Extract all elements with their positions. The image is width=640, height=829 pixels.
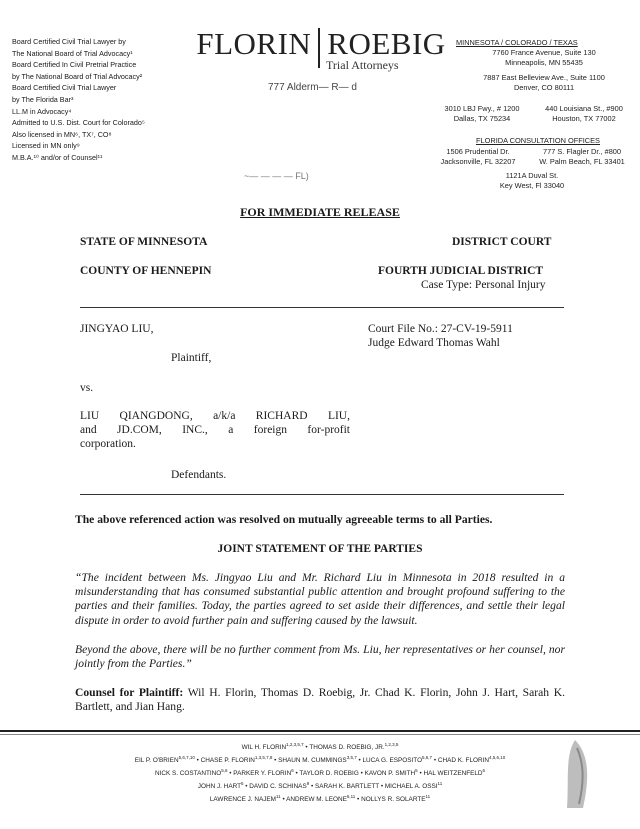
firm-subtitle: Trial Attorneys <box>326 58 399 72</box>
attorney-footnote: 1,3,5,7,8 <box>254 755 273 760</box>
separator-bullet: • <box>432 757 438 765</box>
credential-line: Licensed in MN only⁹ <box>12 141 80 151</box>
separator-bullet: • <box>358 770 365 778</box>
attorney-footnote: 9 <box>306 781 310 786</box>
attorney-name: CHASE P. FLORIN <box>200 757 255 765</box>
credential-line: Board Certified In Civil Pretrial Practice <box>12 60 137 70</box>
office-key-west <box>472 171 592 191</box>
plaintiff-label: Plaintiff, <box>171 352 212 364</box>
attorney-footnote: 11 <box>425 794 431 799</box>
attorney-name: SARAH K. BARTLETT <box>315 783 380 791</box>
separator-bullet: • <box>417 770 424 778</box>
attorney-name: PARKER Y. FLORIN <box>233 770 292 778</box>
attorney-name: ANDREW M. LEONE <box>286 796 347 804</box>
attorney-footnote: 6 <box>482 768 486 773</box>
separator-bullet: • <box>379 783 385 791</box>
credentials-list <box>12 36 197 164</box>
separator-bullet: • <box>355 796 362 804</box>
attorney-footnote: 5,6,7 <box>422 755 433 760</box>
separator-bullet: • <box>280 796 287 804</box>
footer-row <box>60 751 580 764</box>
attorney-name: SHAUN M. CUMMINGS <box>278 757 347 765</box>
attorney-footnote: 6,11 <box>346 794 356 799</box>
attorney-name: TAYLOR D. ROEBIG <box>299 770 359 778</box>
separator-bullet: • <box>293 770 300 778</box>
release-heading: FOR IMMEDIATE RELEASE <box>240 205 400 219</box>
statement-paragraph-2: Beyond the above, there will be no further comment from Ms. Liu, her representatives or her counsel, nor jointly from the Parties.” <box>75 643 565 671</box>
office-west-palm <box>528 147 636 167</box>
separator-bullet: • <box>303 744 310 752</box>
attorney-name: JOHN J. HART <box>197 783 241 791</box>
office-jacksonville <box>428 147 528 167</box>
credential-line: Admitted to U.S. Dist. Court for Colorado⁵ <box>12 118 145 128</box>
office-line: 1506 Prudential Dr. <box>446 147 510 156</box>
credential-line: Board Certified Civil Trial Lawyer by <box>12 37 126 46</box>
attorney-name: KAVON P. SMITH <box>364 770 416 778</box>
footer-rule <box>0 730 640 732</box>
florida-heading: FLORIDA CONSULTATION OFFICES <box>475 136 600 145</box>
attorney-name: EIL P. O'BRIEN <box>134 757 179 765</box>
offices-heading: MINNESOTA / COLORADO / TEXAS <box>456 38 578 47</box>
separator-bullet: • <box>243 783 250 791</box>
office-line: 3010 LBJ Fwy., # 1200 <box>444 104 520 113</box>
attorney-name: NICK S. COSTANTINO <box>154 770 222 778</box>
joint-statement-heading: JOINT STATEMENT OF THE PARTIES <box>217 543 423 555</box>
office-line: Houston, TX 77002 <box>552 114 616 123</box>
office-line: Denver, CO 80111 <box>513 83 575 92</box>
attorney-footnote: 11 <box>437 781 443 786</box>
attorney-footnote: 5,6,7,10 <box>178 755 195 760</box>
attorney-footnote: 1,2,3,5,7 <box>286 742 304 747</box>
attorney-footnote: 11 <box>276 794 281 799</box>
plaintiff-name: JINGYAO LIU, <box>80 323 154 335</box>
office-houston <box>532 104 636 124</box>
footer-row <box>60 777 580 790</box>
office-line: Dallas, TX 75234 <box>453 114 511 123</box>
court-file-number: Court File No.: 27-CV-19-5911 <box>368 323 513 335</box>
attorney-name: CHAD K. FLORIN <box>437 757 489 765</box>
footer-rule-thin <box>0 734 640 735</box>
footer-row <box>60 764 580 777</box>
separator-bullet: • <box>194 757 201 765</box>
firm-seal-icon <box>555 738 595 810</box>
office-line: Key West, Fl 33040 <box>499 181 565 190</box>
office-dallas <box>432 104 532 124</box>
credential-line: The National Board of Trial Advocacy¹ <box>12 48 133 58</box>
defendants-line: corporation. <box>80 438 136 450</box>
defendants-line: and JD.COM, INC., a foreign for-profit <box>80 424 350 436</box>
firm-name-right: ROEBIG <box>327 26 446 61</box>
caption-district: FOURTH JUDICIAL DISTRICT <box>378 265 544 277</box>
defendants-line: LIU QIANGDONG, a/k/a RICHARD LIU, <box>80 410 350 422</box>
case-type: Case Type: Personal Injury <box>421 279 546 291</box>
credential-line: by The Florida Bar³ <box>12 94 74 104</box>
caption-county: COUNTY OF HENNEPIN <box>80 265 212 277</box>
credential-line: Board Certified Civil Trial Lawyer <box>12 83 117 93</box>
counsel-for-plaintiff <box>75 686 565 714</box>
attorney-name: MICHAEL A. OSSI <box>384 783 438 791</box>
separator-bullet: • <box>272 757 279 765</box>
attorney-name: LAWRENCE J. NAJEM <box>209 796 277 804</box>
attorney-name: HAL WEITZENFELD <box>423 770 483 778</box>
attorney-footnote: 6 <box>291 768 294 773</box>
attorney-name: LUCA G. ESPOSITO <box>362 757 423 765</box>
defendants-label: Defendants. <box>171 469 227 481</box>
judge-name: Judge Edward Thomas Wahl <box>368 337 500 349</box>
attorney-name: WIL H. FLORIN <box>241 744 287 752</box>
office-line: 777 S. Flagler Dr., #800 <box>542 147 622 156</box>
footer-row <box>60 738 580 751</box>
separator-bullet: • <box>309 783 316 791</box>
office-line: Minneapolis, MN 55435 <box>505 58 583 67</box>
firm-logo <box>196 26 446 62</box>
separator-bullet: • <box>227 770 234 778</box>
footer-row <box>60 790 580 803</box>
office-line: 440 Louisiana St., #900 <box>545 104 623 113</box>
attorney-footnote: 1,2,3,5 <box>384 742 399 747</box>
separator-bullet: • <box>356 757 363 765</box>
firm-name-left: FLORIN <box>196 26 312 61</box>
attorney-footnote: 4,5,6,10 <box>489 755 506 760</box>
caption-rule-bottom <box>80 494 564 495</box>
office-line: W. Palm Beach, FL 33401 <box>539 157 625 166</box>
offices-block <box>456 38 632 93</box>
footer-attorneys <box>60 738 580 803</box>
versus: vs. <box>80 382 94 394</box>
credential-line: Also licensed in MN⁶, TX⁷, CO⁸ <box>12 129 112 139</box>
attorney-name: DAVID C. SCHINAS <box>249 783 307 791</box>
counsel-label: Counsel for Plaintiff: <box>75 686 184 699</box>
office-line: 7887 East Belleview Ave., Suite 1100 <box>483 73 605 82</box>
caption-court: DISTRICT COURT <box>452 236 552 248</box>
attorney-footnote: 5 <box>415 768 418 773</box>
credential-line: M.B.A.¹⁰ and/or of Counsel¹¹ <box>12 152 103 162</box>
attorney-name: NOLLYS R. SOLARTE <box>361 796 426 804</box>
counsel-names: Wil H. Florin, Thomas D. Roebig, Jr. Chad K. Florin, John J. Hart, Sarah K. Bartlett, and Jian Hang. <box>75 686 565 714</box>
credential-line: by The National Board of Trial Advocacy² <box>12 71 143 81</box>
caption-rule <box>80 307 564 308</box>
address-partial-2: ~— — — — FL) <box>244 171 309 181</box>
attorney-name: THOMAS D. ROEBIG, JR. <box>309 744 385 752</box>
address-partial: 777 Alderm— R— d <box>268 82 357 93</box>
credential-line: LL.M in Advocacy⁴ <box>12 106 72 116</box>
statement-paragraph-1: “The incident between Ms. Jingyao Liu and Mr. Richard Liu in Minnesota in 2018 resulted in a misunderstanding that has consumed substantial public attention and brought profound suffering to the parties and their families. Today, the parties agreed to set aside their differences, and settle their legal dispute in order to avoid further pain and suffering caused by the lawsuit. <box>75 571 565 627</box>
attorney-footnote: 5 <box>240 781 244 786</box>
office-line: 1121A Duval St. <box>505 171 559 180</box>
office-line: Jacksonville, FL 32207 <box>440 157 516 166</box>
caption-state: STATE OF MINNESOTA <box>80 236 208 248</box>
defendants-block <box>80 409 350 451</box>
office-line: 7760 France Avenue, Suite 130 <box>492 48 596 57</box>
resolution-statement: The above referenced action was resolved on mutually agreeable terms to all Parties. <box>75 513 493 526</box>
logo-divider <box>318 28 320 68</box>
attorney-footnote: 3,5,7 <box>346 755 357 760</box>
attorney-footnote: 5,6 <box>221 768 228 773</box>
